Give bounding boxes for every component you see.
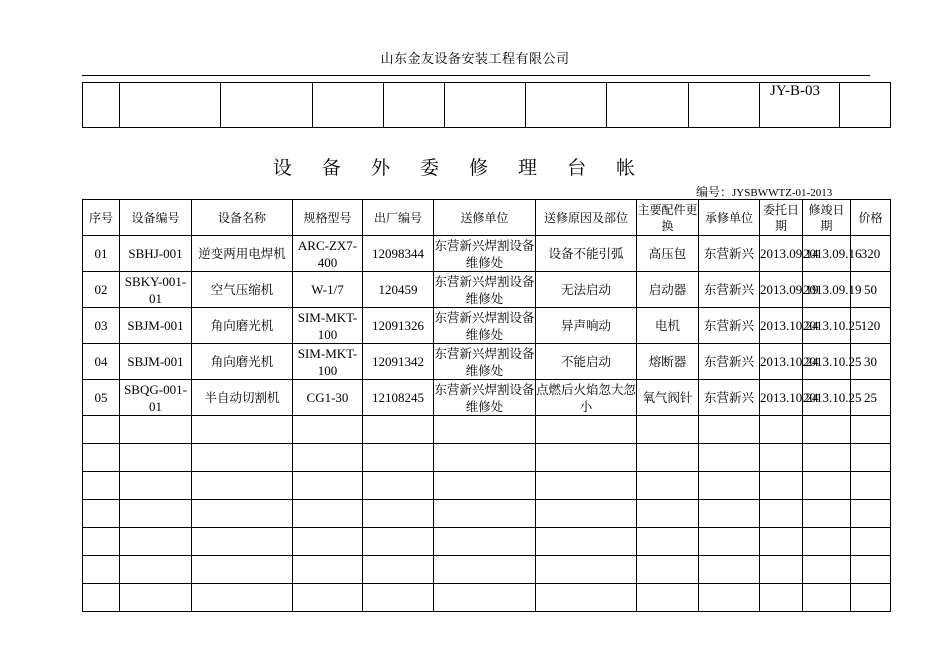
- empty-cell: [120, 444, 192, 472]
- cell-repairer: 东营新兴: [699, 272, 760, 308]
- column-header: 修竣日期: [803, 200, 851, 236]
- header-cell: [607, 83, 689, 128]
- empty-cell: [120, 556, 192, 584]
- empty-row: [83, 444, 891, 472]
- empty-cell: [363, 472, 434, 500]
- cell-model: W-1/7: [293, 272, 363, 308]
- header-cell: [445, 83, 526, 128]
- empty-cell: [192, 584, 293, 612]
- empty-cell: [760, 584, 803, 612]
- cell-model: SIM-MKT-100: [293, 308, 363, 344]
- header-cell: [384, 83, 445, 128]
- document-number-value: JYSBWWTZ-01-2013: [732, 187, 833, 199]
- cell-reason: 设备不能引弧: [536, 236, 637, 272]
- empty-cell: [293, 528, 363, 556]
- cell-parts: 高压包: [637, 236, 699, 272]
- cell-sender: 东营新兴焊割设备维修处: [434, 273, 535, 306]
- empty-cell: [699, 472, 760, 500]
- cell-no: 04: [83, 344, 120, 380]
- empty-cell: [637, 472, 699, 500]
- cell-serial: 12091326: [363, 308, 434, 344]
- cell-repairer: 东营新兴: [699, 236, 760, 272]
- empty-row: [83, 416, 891, 444]
- cell-serial: 12108245: [363, 380, 434, 416]
- column-header: 设备名称: [192, 200, 293, 236]
- cell-code: SBKY-001-01: [120, 272, 192, 308]
- table-row: [83, 272, 891, 308]
- empty-cell: [637, 500, 699, 528]
- empty-cell: [293, 556, 363, 584]
- header-cell: [83, 83, 120, 128]
- empty-cell: [434, 472, 536, 500]
- empty-cell: [293, 416, 363, 444]
- table-row: [83, 308, 891, 344]
- cell-serial: 12091342: [363, 344, 434, 380]
- empty-cell: [803, 584, 851, 612]
- column-header: 序号: [83, 200, 120, 236]
- empty-cell: [83, 444, 120, 472]
- empty-cell: [803, 528, 851, 556]
- empty-cell: [760, 444, 803, 472]
- empty-cell: [851, 528, 891, 556]
- cell-code: SBQG-001-01: [120, 380, 192, 416]
- cell-end: 2013.10.25: [803, 344, 851, 380]
- column-header: 主要配件更换: [637, 200, 699, 236]
- cell-price: 30: [851, 344, 891, 380]
- empty-cell: [803, 556, 851, 584]
- cell-name: 半自动切割机: [192, 380, 293, 416]
- empty-cell: [363, 444, 434, 472]
- cell-name: 逆变两用电焊机: [192, 236, 293, 272]
- empty-cell: [192, 472, 293, 500]
- empty-cell: [363, 416, 434, 444]
- empty-cell: [760, 416, 803, 444]
- empty-cell: [536, 584, 637, 612]
- cell-code: SBJM-001: [120, 308, 192, 344]
- empty-cell: [293, 472, 363, 500]
- empty-cell: [192, 444, 293, 472]
- empty-cell: [851, 444, 891, 472]
- empty-cell: [637, 528, 699, 556]
- empty-cell: [192, 416, 293, 444]
- cell-repairer: 东营新兴: [699, 380, 760, 416]
- cell-no: 02: [83, 272, 120, 308]
- empty-cell: [83, 416, 120, 444]
- empty-cell: [699, 584, 760, 612]
- empty-cell: [803, 472, 851, 500]
- cell-reason: 无法启动: [536, 272, 637, 308]
- table-row: [83, 236, 891, 272]
- cell-start: 2013.10.24: [760, 344, 803, 380]
- empty-cell: [434, 528, 536, 556]
- cell-price: 120: [851, 308, 891, 344]
- header-cell: [689, 83, 760, 128]
- cell-start: 2013.10.24: [760, 308, 803, 344]
- cell-no: 01: [83, 236, 120, 272]
- empty-cell: [851, 416, 891, 444]
- column-header: 委托日期: [760, 200, 803, 236]
- cell-reason: 不能启动: [536, 344, 637, 380]
- empty-cell: [637, 416, 699, 444]
- empty-cell: [851, 500, 891, 528]
- empty-cell: [803, 444, 851, 472]
- header-cell: [120, 83, 221, 128]
- empty-cell: [83, 584, 120, 612]
- cell-price: 320: [851, 236, 891, 272]
- empty-cell: [536, 472, 637, 500]
- empty-cell: [851, 584, 891, 612]
- empty-cell: [120, 528, 192, 556]
- cell-reason: 点燃后火焰忽大忽小: [536, 381, 637, 414]
- document-number-label: 编号：: [696, 185, 733, 199]
- cell-sender: 东营新兴焊割设备维修处: [434, 381, 535, 414]
- column-header: 规格型号: [293, 200, 363, 236]
- cell-repairer: 东营新兴: [699, 344, 760, 380]
- empty-cell: [803, 416, 851, 444]
- empty-row: [83, 584, 891, 612]
- header-rule: [82, 75, 870, 76]
- empty-cell: [851, 472, 891, 500]
- empty-cell: [699, 500, 760, 528]
- column-header: 设备编号: [120, 200, 192, 236]
- cell-name: 角向磨光机: [192, 308, 293, 344]
- empty-cell: [363, 584, 434, 612]
- empty-cell: [192, 500, 293, 528]
- empty-cell: [192, 528, 293, 556]
- column-header: 送修原因及部位: [536, 200, 637, 236]
- empty-row: [83, 556, 891, 584]
- form-code-cell: [760, 83, 891, 128]
- empty-cell: [83, 500, 120, 528]
- empty-cell: [363, 556, 434, 584]
- empty-cell: [760, 472, 803, 500]
- cell-sender: 东营新兴焊割设备维修处: [434, 237, 535, 270]
- cell-parts: 启动器: [637, 272, 699, 308]
- column-header: 出厂编号: [363, 200, 434, 236]
- empty-row: [83, 500, 891, 528]
- empty-cell: [699, 416, 760, 444]
- empty-cell: [536, 500, 637, 528]
- cell-start: 2013.09.14: [760, 236, 803, 272]
- header-cell: [526, 83, 607, 128]
- cell-end: 2013.10.25: [803, 308, 851, 344]
- empty-cell: [536, 444, 637, 472]
- empty-cell: [434, 500, 536, 528]
- cell-model: CG1-30: [293, 380, 363, 416]
- empty-cell: [851, 556, 891, 584]
- form-header-table: [82, 82, 891, 128]
- empty-cell: [536, 556, 637, 584]
- column-header: 价格: [851, 200, 891, 236]
- empty-cell: [637, 584, 699, 612]
- empty-cell: [192, 556, 293, 584]
- empty-cell: [120, 472, 192, 500]
- header-cell: [313, 83, 384, 128]
- empty-cell: [699, 528, 760, 556]
- empty-cell: [699, 444, 760, 472]
- cell-parts: 电机: [637, 308, 699, 344]
- cell-parts: 熔断器: [637, 344, 699, 380]
- cell-model: SIM-MKT-100: [293, 344, 363, 380]
- cell-start: 2013.10.24: [760, 380, 803, 416]
- empty-row: [83, 472, 891, 500]
- header-cell: [221, 83, 313, 128]
- empty-cell: [434, 584, 536, 612]
- empty-cell: [760, 528, 803, 556]
- empty-cell: [83, 556, 120, 584]
- empty-cell: [293, 444, 363, 472]
- cell-serial: 120459: [363, 272, 434, 308]
- empty-cell: [760, 556, 803, 584]
- empty-row: [83, 528, 891, 556]
- empty-cell: [83, 472, 120, 500]
- empty-cell: [536, 416, 637, 444]
- empty-cell: [434, 416, 536, 444]
- cell-end: 2013.09.16: [803, 236, 851, 272]
- cell-name: 空气压缩机: [192, 272, 293, 308]
- empty-cell: [637, 444, 699, 472]
- form-code: JY-B-03: [770, 83, 821, 99]
- empty-cell: [293, 500, 363, 528]
- empty-cell: [803, 500, 851, 528]
- cell-no: 05: [83, 380, 120, 416]
- repair-ledger-table: [82, 199, 891, 612]
- empty-cell: [363, 500, 434, 528]
- empty-cell: [434, 556, 536, 584]
- cell-serial: 12098344: [363, 236, 434, 272]
- empty-cell: [363, 528, 434, 556]
- cell-model: ARC-ZX7-400: [293, 236, 363, 272]
- cell-no: 03: [83, 308, 120, 344]
- cell-reason: 异声响动: [536, 308, 637, 344]
- header-row: [83, 200, 891, 236]
- table-row: [83, 380, 891, 416]
- company-name: 山东金友设备安装工程有限公司: [380, 52, 570, 67]
- column-header: 送修单位: [434, 200, 536, 236]
- cell-divider: [839, 83, 840, 127]
- empty-cell: [293, 584, 363, 612]
- cell-sender: 东营新兴焊割设备维修处: [434, 309, 535, 342]
- empty-cell: [699, 556, 760, 584]
- cell-code: SBHJ-001: [120, 236, 192, 272]
- cell-name: 角向磨光机: [192, 344, 293, 380]
- column-header: 承修单位: [699, 200, 760, 236]
- empty-cell: [434, 444, 536, 472]
- empty-cell: [120, 500, 192, 528]
- table-row: [83, 344, 891, 380]
- empty-cell: [120, 416, 192, 444]
- cell-code: SBJM-001: [120, 344, 192, 380]
- cell-parts: 氧气阀针: [637, 380, 699, 416]
- cell-end: 2013.10.25: [803, 380, 851, 416]
- cell-end: 2013.09.19: [803, 272, 851, 308]
- document-number: [696, 183, 832, 200]
- empty-cell: [536, 528, 637, 556]
- empty-cell: [120, 584, 192, 612]
- empty-cell: [760, 500, 803, 528]
- empty-cell: [83, 528, 120, 556]
- document-title: 设 备 外 委 修 理 台 帐: [272, 157, 648, 179]
- cell-repairer: 东营新兴: [699, 308, 760, 344]
- cell-start: 2013.09.19: [760, 272, 803, 308]
- cell-price: 25: [851, 380, 891, 416]
- cell-price: 50: [851, 272, 891, 308]
- cell-sender: 东营新兴焊割设备维修处: [434, 345, 535, 378]
- empty-cell: [637, 556, 699, 584]
